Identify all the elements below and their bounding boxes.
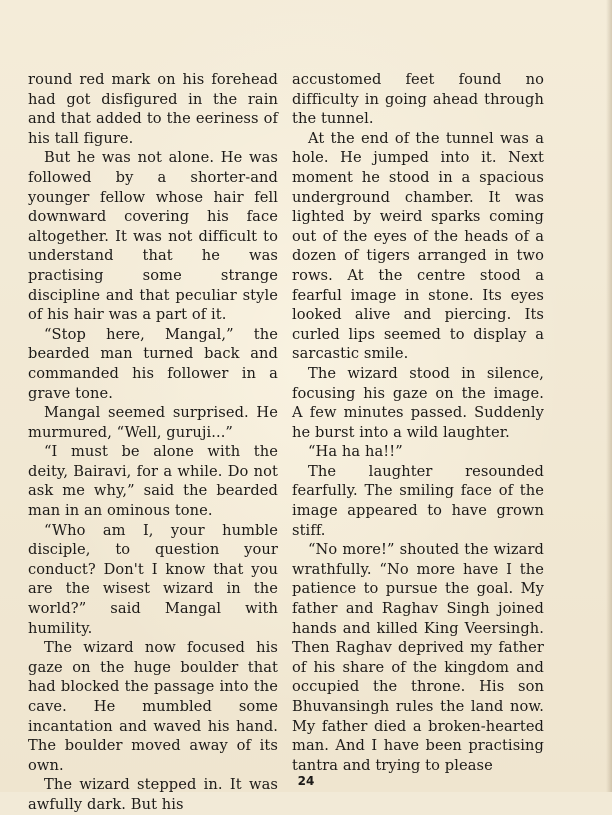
paragraph: But he was not alone. He was followed by a shorter-and younger fellow whose hair fell downward covering his face altogether. It was not difficult to understand that he was practising some strange discipline and that peculiar style of his hair was a part of it. bbox=[28, 149, 278, 324]
paragraph: “Who am I, your humble disciple, to question your conduct? Don't I know that you are the wisest wizard in the world?” said Mangal with humility. bbox=[28, 521, 278, 637]
paragraph: “Ha ha ha!!” bbox=[308, 443, 403, 461]
paragraph: The wizard stepped in. It was awfully dark. But his bbox=[28, 776, 278, 813]
paragraph: “Stop here, Mangal,” the bearded man turned back and commanded his follower in a grave tone. bbox=[28, 325, 278, 402]
paragraph: The laughter resounded fearfully. The smiling face of the image appeared to have grown stiff. bbox=[292, 462, 544, 539]
paragraph: The wizard stood in silence, focusing his gaze on the image. A few minutes passed. Suddenly he burst into a wild laughter. bbox=[292, 364, 544, 441]
right-column bbox=[292, 70, 544, 775]
paragraph: At the end of the tunnel was a hole. He jumped into it. Next moment he stood in a spacious underground chamber. It was lighted by weird sparks coming out of the eyes of the heads of a dozen of tigers arranged in two rows. At the centre stood a fearful image in stone. Its eyes looked alive and piercing. Its curled lips seemed to display a sarcastic smile. bbox=[292, 129, 544, 363]
paragraph: Mangal seemed surprised. He murmured, “Well, guruji...” bbox=[28, 404, 278, 441]
paragraph: The wizard now focused his gaze on the huge boulder that had blocked the passage into the cave. He mumbled some incantation and waved his hand. The boulder moved away of its own. bbox=[28, 639, 278, 774]
page-number: 24 bbox=[297, 774, 315, 788]
paragraph: accustomed feet found no difficulty in going ahead through the tunnel. bbox=[292, 71, 544, 128]
page-edge-shadow bbox=[606, 0, 612, 792]
paragraph: “No more!” shouted the wizard wrathfully. “No more have I the patience to pursue the goal. My father and Raghav Singh joined hands and killed King Veersingh. Then Raghav deprived my father of his share of the kingdom and occupied the throne. His son Bhuvansingh rules the land now. My father died a broken-hearted man. And I have been practising tantra and trying to please bbox=[292, 541, 544, 774]
left-column bbox=[28, 70, 278, 815]
paragraph: “I must be alone with the deity, Bairavi, for a while. Do not ask me why,” said the bearded man in an ominous tone. bbox=[28, 443, 278, 520]
paragraph: round red mark on his forehead had got disfigured in the rain and that added to the eeriness of his tall figure. bbox=[28, 71, 278, 147]
